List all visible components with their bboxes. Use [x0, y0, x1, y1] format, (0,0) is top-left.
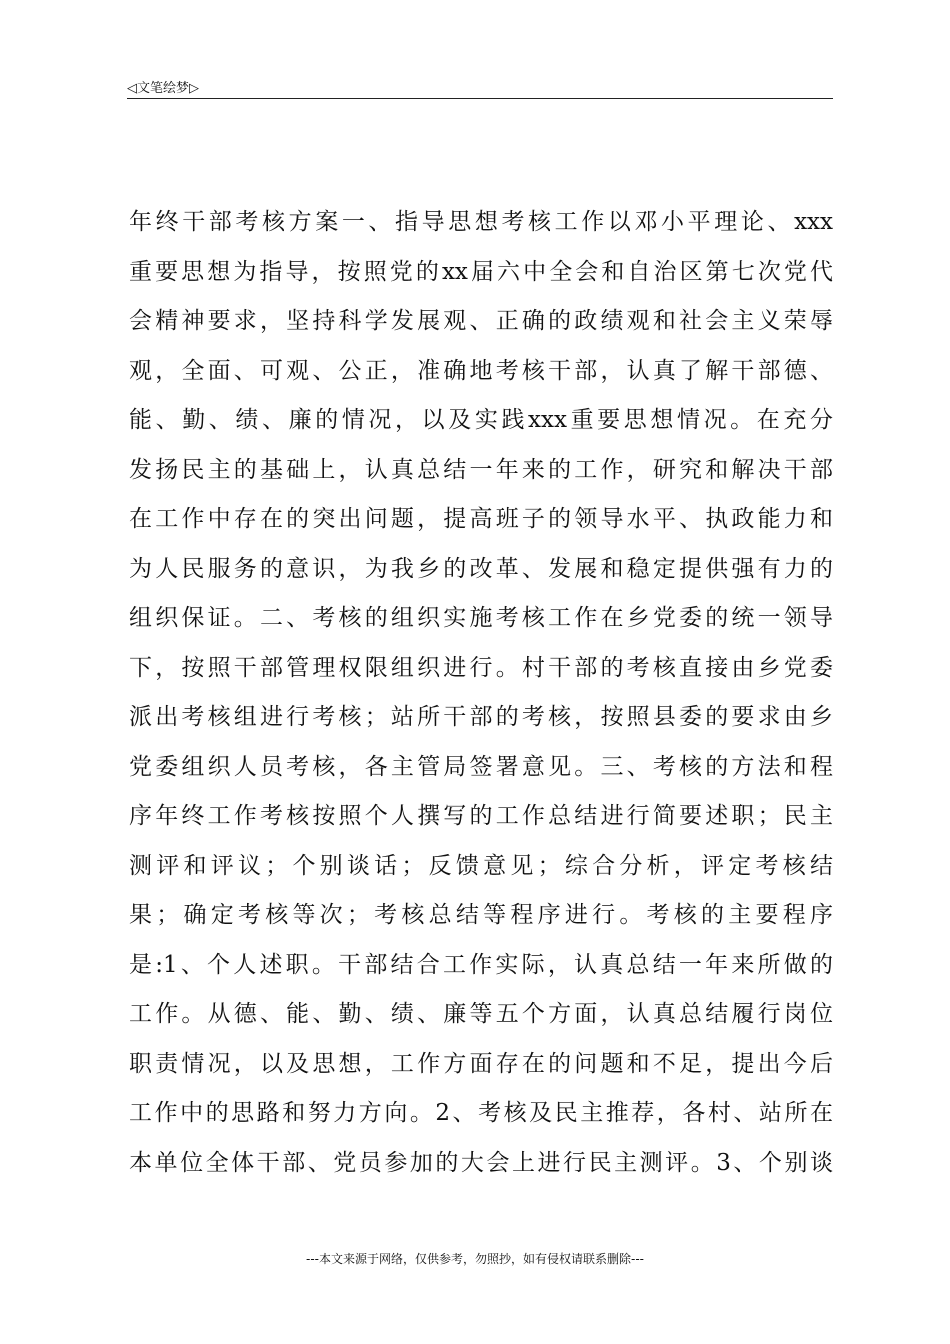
body-line: 年终干部考核方案一、指导思想考核工作以邓小平理论、xxx	[129, 209, 833, 235]
body-line: 派出考核组进行考核；站所干部的考核，按照县委的要求由乡	[129, 704, 833, 730]
body-line: 工作中的思路和努力方向。2、考核及民主推荐，各村、站所在	[129, 1100, 833, 1126]
body-line: 党委组织人员考核，各主管局签署意见。三、考核的方法和程	[129, 753, 833, 780]
body-line: 本单位全体干部、党员参加的大会上进行民主测评。3、个别谈	[129, 1149, 833, 1176]
body-line: 在工作中存在的突出问题，提高班子的领导水平、执政能力和	[129, 506, 833, 532]
body-line: 测评和评议；个别谈话；反馈意见；综合分析，评定考核结	[129, 852, 833, 879]
document-body	[129, 198, 833, 1188]
body-line: 为人民服务的意识，为我乡的改革、发展和稳定提供强有力的	[129, 555, 833, 582]
header-title: ◁文笔绘梦▷	[127, 81, 199, 96]
body-line: 序年终工作考核按照个人撰写的工作总结进行简要述职；民主	[129, 803, 833, 829]
body-line: 发扬民主的基础上，认真总结一年来的工作，研究和解决干部	[129, 456, 833, 483]
body-line: 重要思想为指导，按照党的xx届六中全会和自治区第七次党代	[129, 258, 833, 285]
page-footer: ---本文来源于网络，仅供参考，勿照抄，如有侵权请联系删除---	[306, 1252, 644, 1266]
body-line: 下，按照干部管理权限组织进行。村干部的考核直接由乡党委	[129, 654, 833, 681]
body-line: 组织保证。二、考核的组织实施考核工作在乡党委的统一领导	[129, 605, 833, 631]
body-line: 能、勤、绩、廉的情况，以及实践xxx重要思想情况。在充分	[129, 407, 833, 433]
page-header	[127, 74, 833, 99]
body-line: 观，全面、可观、公正，准确地考核干部，认真了解干部德、	[129, 357, 833, 384]
body-line: 会精神要求，坚持科学发展观、正确的政绩观和社会主义荣辱	[129, 308, 833, 334]
body-line: 工作。从德、能、勤、绩、廉等五个方面，认真总结履行岗位	[129, 1001, 833, 1027]
body-line: 果；确定考核等次；考核总结等程序进行。考核的主要程序	[129, 902, 833, 928]
body-line: 是:1、个人述职。干部结合工作实际，认真总结一年来所做的	[129, 951, 833, 978]
body-line: 职责情况，以及思想，工作方面存在的问题和不足，提出今后	[129, 1050, 833, 1077]
